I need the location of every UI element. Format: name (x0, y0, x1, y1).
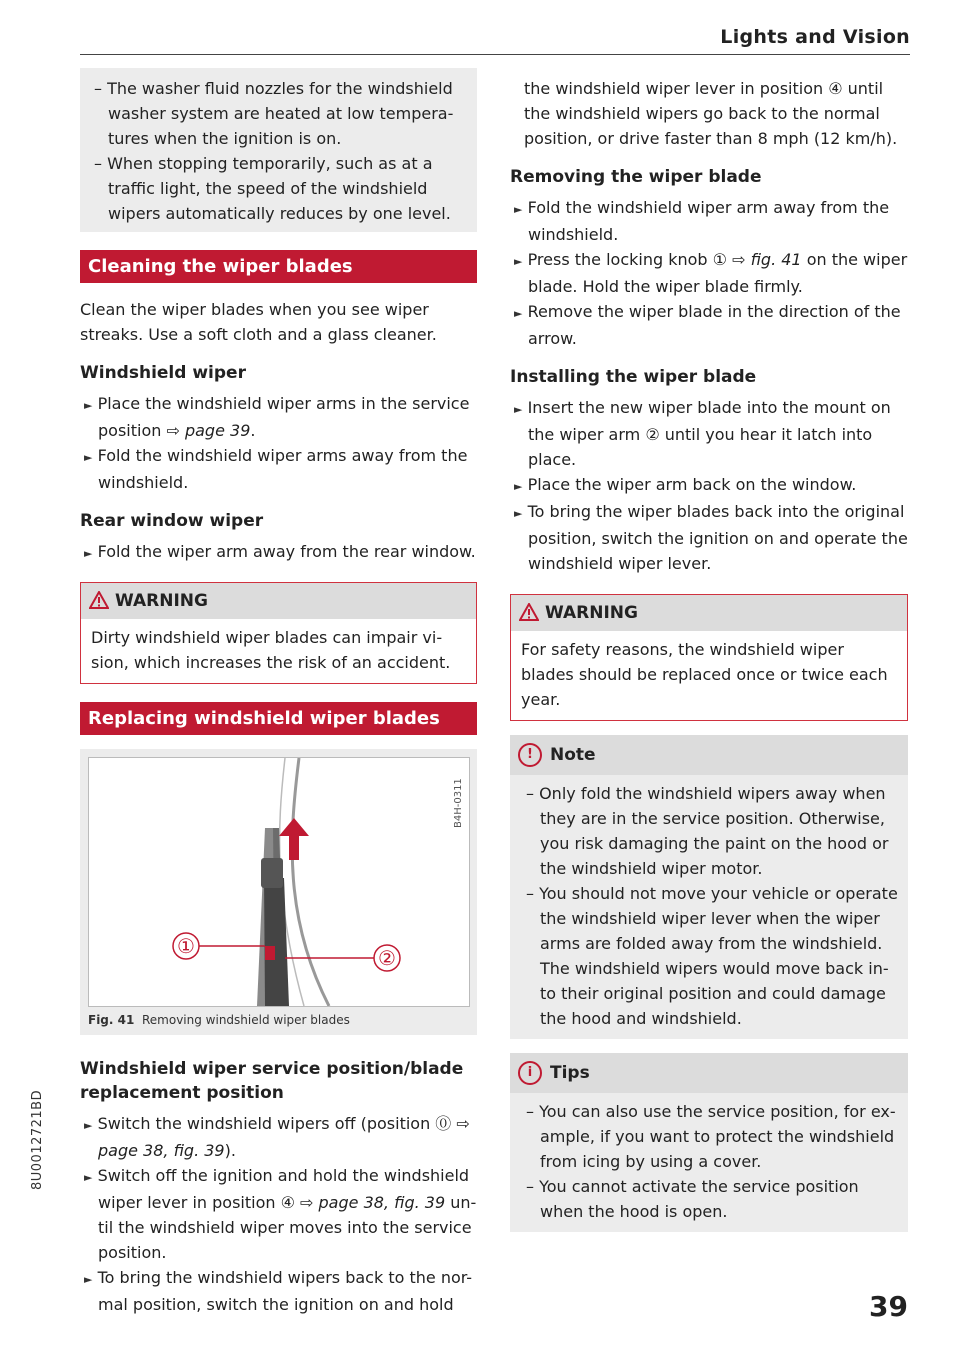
list-item: ► Remove the wiper blade in the direction of the arrow. (514, 302, 901, 348)
list-item: ► Place the windshield wiper arms in the service position ⇨ page 39. (84, 394, 470, 440)
list-item: ► Fold the windshield wiper arms away from the windshield. (84, 446, 468, 492)
note-item-2: – You should not move your vehicle or operate the windshield wiper lever when the wiper arms are folded away from the windshield. The windshield wipers would move back in-to their original position and could damage the hood and windshield. (526, 884, 898, 1028)
intro-item-2: – When stopping temporarily, such as at a traffic light, the speed of the windshield wipers automatically reduces by one level. (94, 154, 451, 223)
page-number: 39 (869, 1290, 908, 1323)
list-item: ► Fold the windshield wiper arm away from the windshield. (514, 198, 890, 244)
figure-41 (80, 749, 477, 1035)
document-code: 8U0012721BD (30, 1089, 45, 1190)
section-title-cleaning: Cleaning the wiper blades (80, 250, 477, 283)
list-item: ► Fold the wiper arm away from the rear window. (84, 542, 476, 561)
list-item: ► Place the wiper arm back on the window. (514, 475, 857, 494)
page-reference-link[interactable]: ⇨ page 38, fig. 39 (300, 1193, 446, 1212)
right-column (510, 76, 908, 1232)
figure-reference-link[interactable]: ⇨ fig. 41 (732, 250, 802, 269)
subheading-removing-blade: Removing the wiper blade (510, 167, 762, 187)
page-reference-link[interactable]: ⇨ page 39 (166, 421, 251, 440)
continued-text: the windshield wiper lever in position ④ until the windshield wipers go back to the normal position, or drive faster than 8 mph (12 km/h). (524, 79, 898, 148)
tips-info-icon: i (518, 1061, 542, 1085)
list-item: ► To bring the windshield wipers back to the nor-mal position, switch the ignition on and hold (84, 1268, 473, 1314)
callout-label-2: ② (378, 946, 396, 970)
tips-header: i Tips (510, 1053, 908, 1093)
warning-triangle-icon (519, 603, 539, 621)
wiper-blade-illustration (88, 757, 470, 1007)
warning-box (80, 582, 477, 684)
cleaning-text: Clean the wiper blades when you see wiper streaks. Use a soft cloth and a glass cleaner. (80, 300, 437, 344)
figure-caption: Fig. 41 Removing windshield wiper blades (88, 1013, 350, 1027)
list-item: ► Switch off the ignition and hold the windshield wiper lever in position ④ ⇨ page 38, fig. 39 un-til the windshield wiper moves into the service position. (84, 1166, 477, 1262)
warning-triangle-icon (89, 591, 109, 609)
header-rule (80, 54, 910, 55)
list-item: ► Switch the windshield wipers off (position ⓪ ⇨ page 38, fig. 39). (84, 1114, 470, 1160)
subheading-service-position: Windshield wiper service position/blade replacement position (80, 1059, 464, 1103)
tips-item-2: – You cannot activate the service position when the hood is open. (526, 1177, 859, 1221)
intro-box (80, 68, 477, 232)
intro-item-1: – The washer fluid nozzles for the windshield washer system are heated at low tempera-tures when the ignition is on. (94, 79, 454, 148)
page-header-title: Lights and Vision (720, 26, 910, 48)
callout-label-1: ① (177, 934, 195, 958)
subheading-installing-blade: Installing the wiper blade (510, 367, 757, 387)
left-column (80, 68, 477, 1317)
note-header: ! Note (510, 735, 908, 775)
note-item-1: – Only fold the windshield wipers away when they are in the service position. Otherwise, you risk damaging the paint on the hood or the windshield wiper motor. (526, 784, 889, 878)
figure-code: B4H-0311 (453, 778, 464, 828)
warning-text: Dirty windshield wiper blades can impair vi-sion, which increases the risk of an accident. (91, 628, 451, 672)
tips-box (510, 1093, 908, 1232)
section-title-replacing: Replacing windshield wiper blades (80, 702, 477, 735)
warning-header: WARNING (81, 583, 476, 619)
tips-item-1: – You can also use the service position, for ex-ample, if you want to protect the windshield from icing by using a cover. (526, 1102, 896, 1171)
note-exclamation-icon: ! (518, 743, 542, 767)
note-box (510, 775, 908, 1039)
list-item: ► To bring the wiper blades back into the original position, switch the ignition on and operate the windshield wiper lever. (514, 502, 908, 573)
list-item: ► Insert the new wiper blade into the mount on the wiper arm ② until you hear it latch into place. (514, 398, 891, 469)
warning-text: For safety reasons, the windshield wiper blades should be replaced once or twice each year. (521, 640, 888, 709)
subheading-windshield-wiper: Windshield wiper (80, 363, 246, 383)
warning-header: WARNING (511, 595, 907, 631)
page-reference-link[interactable]: ⇨ page 38, fig. 39 (98, 1114, 470, 1160)
warning-box (510, 594, 908, 721)
subheading-rear-window-wiper: Rear window wiper (80, 511, 264, 531)
list-item: ► Press the locking knob ① ⇨ fig. 41 on the wiper blade. Hold the wiper blade firmly. (514, 250, 908, 296)
